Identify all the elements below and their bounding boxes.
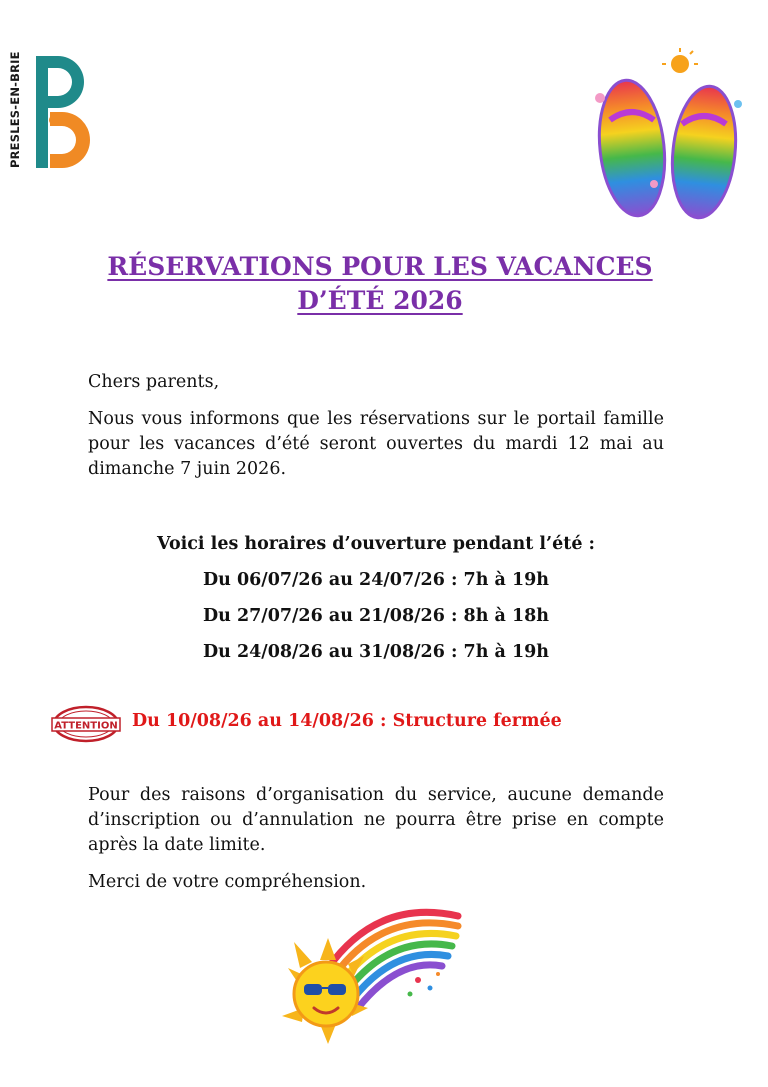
title-line-1: RÉSERVATIONS POUR LES VACANCES <box>107 252 653 281</box>
sun-rainbow-illustration <box>268 898 478 1048</box>
schedule-row: Du 06/07/26 au 24/07/26 : 7h à 19h <box>202 570 550 590</box>
closure-notice: Du 10/08/26 au 14/08/26 : Structure fermée <box>132 711 562 731</box>
schedule-row: Du 27/07/26 au 21/08/26 : 8h à 18h <box>202 606 550 626</box>
attention-stamp-icon <box>50 704 122 744</box>
attention-stamp-text: ATTENTION <box>54 720 118 732</box>
greeting: Chers parents, <box>88 372 220 392</box>
schedule-block <box>88 530 664 674</box>
rules-paragraph: Pour des raisons d’organisation du service, aucune demande d’inscription ou d’annulation ne pourra être prise en compte après la date limite. <box>88 785 664 855</box>
presles-logo <box>14 50 104 174</box>
intro-paragraph: Nous vous informons que les réservations sur le portail famille pour les vacances d’été seront ouvertes du mardi 12 mai au dimanche 7 juin 2026. <box>88 409 664 479</box>
logo-text: PRESLES-EN-BRIE <box>8 51 22 168</box>
schedule-heading: Voici les horaires d’ouverture pendant l’été : <box>156 534 596 554</box>
title-line-2: D’ÉTÉ 2026 <box>297 286 463 315</box>
page-title <box>60 250 700 318</box>
thanks-text: Merci de votre compréhension. <box>88 872 367 892</box>
schedule-row: Du 24/08/26 au 31/08/26 : 7h à 19h <box>202 642 550 662</box>
flip-flops-illustration <box>580 44 750 222</box>
